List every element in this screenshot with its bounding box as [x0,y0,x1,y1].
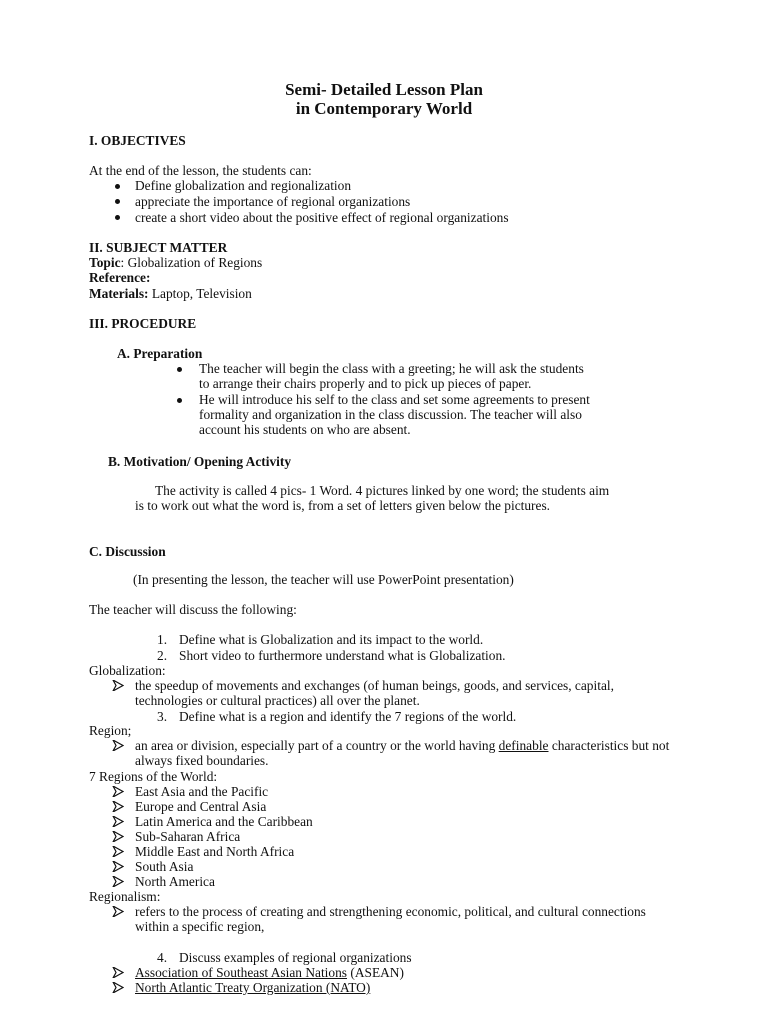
regionalism-definition-line: refers to the process of creating and strengthening economic, political, and cultural connections [135,904,646,919]
motivation-text-line: is to work out what the word is, from a set of letters given below the pictures. [135,498,551,513]
globalization-definition-line: the speedup of movements and exchanges (of human beings, goods, and services, capital, [135,678,614,693]
objective-item: create a short video about the positive effect of regional organizations [135,210,509,225]
preparation-item-line: The teacher will begin the class with a greeting; he will ask the students [199,361,584,376]
arrow-bullet-icon [112,967,124,978]
arrow-bullet-icon [112,861,124,872]
arrow-bullet-icon [112,831,124,842]
discussion-step: Define what is Globalization and its impact to the world. [179,632,484,647]
arrow-bullet-icon [112,876,124,887]
regionalism-definition-line: within a specific region, [135,919,265,934]
arrow-bullet-icon [112,982,124,993]
preparation-item-line: account his students on who are absent. [199,422,411,437]
organization-item [135,980,370,995]
globalization-label: Globalization: [89,663,166,678]
arrow-bullet-icon [112,846,124,857]
arrow-bullet-icon [112,906,124,917]
document-title-line1: Semi- Detailed Lesson Plan [285,80,483,99]
preparation-heading: A. Preparation [117,346,203,361]
arrow-bullet-icon [112,801,124,812]
region-definition-part: an area or division, especially part of a country or the world having [135,738,499,753]
preparation-item-line: to arrange their chairs properly and to pick up pieces of paper. [199,376,532,391]
discussion-heading: C. Discussion [89,544,166,559]
bullet-icon [177,398,182,403]
materials-value: Laptop, Television [148,286,252,301]
materials-label: Materials: [89,286,149,301]
arrow-bullet-icon [112,680,124,691]
preparation-item-line: He will introduce his self to the class and set some agreements to present [199,392,590,407]
discussion-step: Short video to furthermore understand what is Globalization. [179,648,506,663]
regionalism-label: Regionalism: [89,889,161,904]
discussion-step: Discuss examples of regional organizations [179,950,412,965]
preparation-item-line: formality and organization in the class discussion. The teacher will also [199,407,582,422]
topic-label: Topic [89,255,121,270]
region-definition-line [135,738,669,753]
organization-item [135,965,404,980]
step-number: 3. [157,709,168,724]
objective-item: Define globalization and regionalization [135,178,352,193]
step-number: 1. [157,632,168,647]
motivation-heading: B. Motivation/ Opening Activity [108,454,292,469]
region-item: North America [135,874,215,889]
region-item: South Asia [135,859,194,874]
region-item: East Asia and the Pacific [135,784,269,799]
objectives-heading: I. OBJECTIVES [89,133,186,148]
step-number: 2. [157,648,168,663]
step-number: 4. [157,950,168,965]
reference-label: Reference: [89,270,151,285]
globalization-definition-line: technologies or cultural practices) all over the planet. [135,693,420,708]
topic-value: : Globalization of Regions [120,255,263,270]
asean-link[interactable]: Association of Southeast Asian Nations [135,965,348,980]
objectives-intro: At the end of the lesson, the students can: [89,163,312,178]
discussion-note: (In presenting the lesson, the teacher will use PowerPoint presentation) [133,572,514,587]
bullet-icon [115,184,120,189]
region-item: Sub-Saharan Africa [135,829,241,844]
bullet-icon [177,367,182,372]
nato-link[interactable]: North Atlantic Treaty Organization (NATO) [135,980,371,995]
document-title-line2: in Contemporary World [295,99,473,118]
arrow-bullet-icon [112,816,124,827]
region-item: Latin America and the Caribbean [135,814,313,829]
discussion-step: Define what is a region and identify the 7 regions of the world. [179,709,517,724]
region-label: Region; [89,723,132,738]
materials-line [89,286,252,301]
definable-word: definable [498,738,549,753]
regions-list-label: 7 Regions of the World: [89,769,218,784]
bullet-icon [115,215,120,220]
subject-matter-heading: II. SUBJECT MATTER [89,240,228,255]
region-definition-line: always fixed boundaries. [135,753,269,768]
region-definition-part: characteristics but not [548,738,670,753]
topic-line [89,255,262,270]
arrow-bullet-icon [112,740,124,751]
arrow-bullet-icon [112,786,124,797]
objective-item: appreciate the importance of regional organizations [135,194,411,209]
region-item: Europe and Central Asia [135,799,267,814]
bullet-icon [115,199,120,204]
asean-abbreviation: (ASEAN) [347,965,404,980]
motivation-text-line: The activity is called 4 pics- 1 Word. 4 pictures linked by one word; the students aim [155,483,610,498]
procedure-heading: III. PROCEDURE [89,316,197,331]
discussion-intro: The teacher will discuss the following: [89,602,297,617]
region-item: Middle East and North Africa [135,844,295,859]
